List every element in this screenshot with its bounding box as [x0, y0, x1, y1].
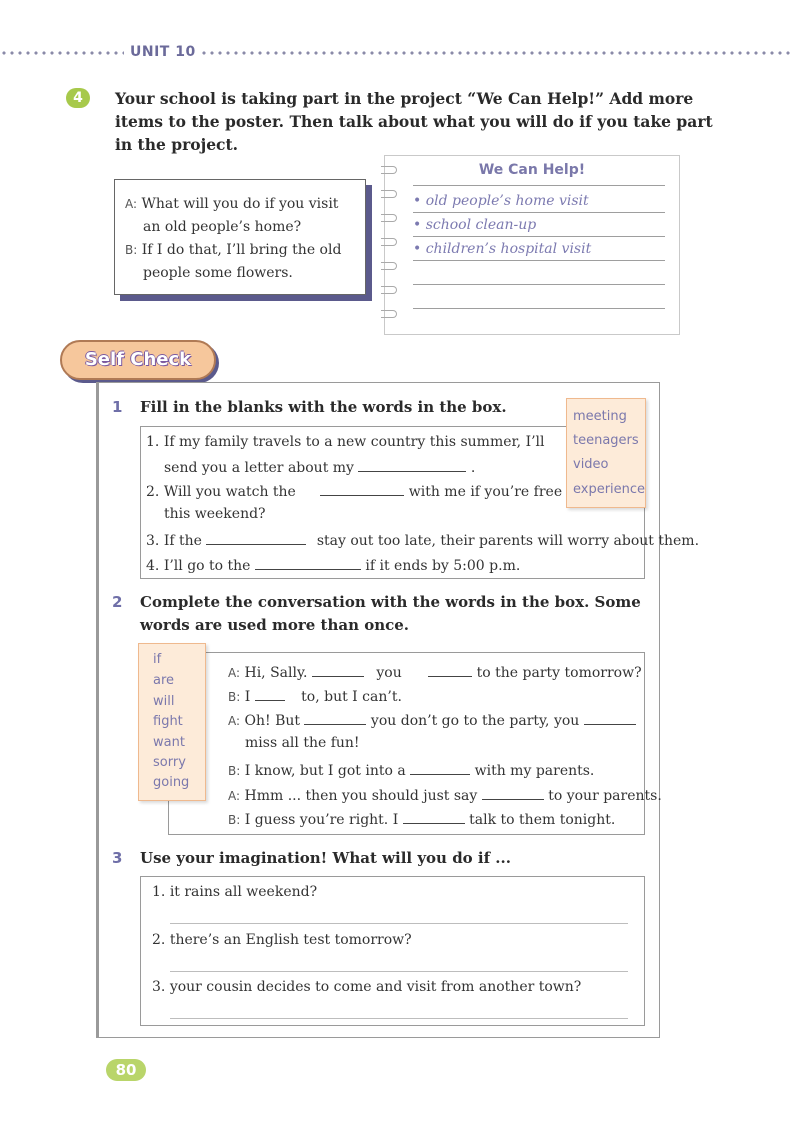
self-check-label — [60, 340, 216, 380]
speaker: A: — [228, 789, 241, 803]
word-box-item: meeting — [573, 409, 627, 424]
item-text: Will you watch the — [163, 484, 296, 500]
word-box-item: going — [153, 775, 190, 790]
word-box-item: if — [153, 652, 162, 667]
poster-rule — [413, 212, 665, 213]
item-text: If my family travels to a new country this summer, I’ll — [163, 434, 545, 450]
word-box-item: are — [153, 673, 175, 688]
word-box-item: sorry — [153, 755, 186, 770]
speaker-a: A: — [125, 197, 138, 211]
answer-blank[interactable] — [255, 687, 285, 701]
conversation-line-2 — [228, 687, 402, 705]
item-text: . — [470, 460, 476, 476]
item-text: I’ll go to the — [163, 558, 251, 574]
exercise-2-word-box — [138, 643, 206, 801]
line-text: to the party tomorrow? — [476, 665, 642, 681]
spiral-ring — [381, 262, 397, 270]
spiral-ring — [381, 190, 397, 198]
word-box-item: want — [153, 735, 185, 750]
item-text: If the — [163, 533, 202, 549]
word-box-item: will — [153, 694, 175, 709]
dialog-line-b1 — [125, 242, 341, 258]
dialog-text: If I do that, I’ll bring the old — [141, 242, 342, 258]
dialog-line-a1 — [125, 196, 338, 212]
answer-line[interactable] — [170, 923, 628, 924]
exercise-2-title-line2: words are used more than once. — [140, 616, 410, 634]
exercise-1-number: 1 — [112, 398, 123, 416]
spiral-ring — [381, 286, 397, 294]
item-text: there’s an English test tomorrow? — [169, 932, 412, 948]
page-number: 80 — [106, 1059, 146, 1081]
ex1-item-2-line2: this weekend? — [164, 506, 266, 522]
dialog-line-b2: people some flowers. — [143, 265, 293, 281]
speaker: B: — [228, 764, 241, 778]
spiral-ring — [381, 214, 397, 222]
word-box-item: experience — [573, 482, 646, 497]
answer-blank[interactable] — [320, 482, 404, 496]
ex1-item-2-line1 — [146, 482, 562, 500]
line-text: you don’t go to the party, you — [370, 713, 580, 729]
answer-blank[interactable] — [584, 711, 636, 725]
conversation-line-5 — [228, 761, 594, 779]
unit-title: UNIT 10 — [130, 44, 196, 60]
answer-blank[interactable] — [312, 663, 364, 677]
dialog-box — [114, 179, 366, 295]
item-text: with me if you’re free — [408, 484, 563, 500]
answer-blank[interactable] — [358, 458, 466, 472]
item-text: stay out too late, their parents will worry about them. — [316, 533, 700, 549]
conversation-line-1 — [228, 663, 642, 681]
poster-blank-line[interactable] — [413, 284, 665, 285]
answer-blank[interactable] — [304, 711, 366, 725]
poster-item: • old people’s home visit — [413, 193, 589, 209]
line-text: you — [376, 665, 402, 681]
conversation-line-3 — [228, 711, 636, 729]
spiral-ring — [381, 310, 397, 318]
self-check-text: Self Check — [84, 349, 192, 370]
poster-item: • school clean-up — [413, 217, 537, 233]
item-number: 1. — [152, 884, 166, 900]
item-number: 1. — [146, 434, 160, 450]
conversation-line-6 — [228, 786, 662, 804]
speaker-b: B: — [125, 243, 138, 257]
speaker: A: — [228, 666, 241, 680]
answer-blank[interactable] — [255, 556, 361, 570]
exercise-1-word-box — [566, 398, 646, 508]
word-box-item: fight — [153, 714, 183, 729]
answer-blank[interactable] — [403, 810, 465, 824]
line-text: Hi, Sally. — [244, 665, 308, 681]
header-dots-right — [200, 49, 792, 57]
line-text: to your parents. — [548, 788, 662, 804]
answer-blank[interactable] — [428, 663, 472, 677]
item-number: 2. — [152, 932, 166, 948]
word-box-item: video — [573, 457, 609, 472]
line-text: Hmm ... then you should just say — [244, 788, 478, 804]
ex3-question-2 — [152, 932, 412, 948]
answer-line[interactable] — [170, 971, 628, 972]
item-text: if it ends by 5:00 p.m. — [365, 558, 521, 574]
item-text: send you a letter about my — [164, 460, 354, 476]
exercise-2-number: 2 — [112, 593, 123, 611]
activity-4-number: 4 — [66, 88, 90, 108]
line-text: with my parents. — [474, 763, 595, 779]
poster-rule — [413, 236, 665, 237]
speaker: B: — [228, 813, 241, 827]
line-text: Oh! But — [244, 713, 301, 729]
exercise-3-title: Use your imagination! What will you do if ... — [140, 849, 511, 867]
line-text: talk to them tonight. — [469, 812, 616, 828]
speaker: B: — [228, 690, 241, 704]
answer-line[interactable] — [170, 1018, 628, 1019]
poster-item: • children’s hospital visit — [413, 241, 592, 257]
line-text: I guess you’re right. I — [244, 812, 399, 828]
line-text: to, but I can’t. — [301, 689, 402, 705]
ex3-question-1 — [152, 884, 317, 900]
line-text: I know, but I got into a — [244, 763, 406, 779]
exercise-2-title-line1: Complete the conversation with the words in the box. Some — [140, 593, 641, 611]
item-number: 4. — [146, 558, 160, 574]
dialog-line-a2: an old people’s home? — [143, 219, 302, 235]
word-box-item: teenagers — [573, 433, 639, 448]
ex3-question-3 — [152, 979, 581, 995]
poster-blank-line[interactable] — [413, 308, 665, 309]
item-number: 2. — [146, 484, 160, 500]
item-text: it rains all weekend? — [169, 884, 318, 900]
conversation-line-4: miss all the fun! — [245, 735, 360, 751]
poster-rule — [413, 185, 665, 186]
conversation-line-7 — [228, 810, 615, 828]
dialog-text: What will you do if you visit — [141, 196, 339, 212]
poster-rule[interactable] — [413, 260, 665, 261]
exercise-1-title: Fill in the blanks with the words in the box. — [140, 398, 507, 416]
item-number: 3. — [152, 979, 166, 995]
poster-title: We Can Help! — [478, 162, 586, 178]
answer-blank[interactable] — [482, 786, 544, 800]
ex1-item-3 — [146, 531, 699, 549]
speaker: A: — [228, 714, 241, 728]
ex1-item-1-line1 — [146, 434, 545, 450]
ex1-item-4 — [146, 556, 520, 574]
ex1-item-1-line2 — [164, 458, 475, 476]
header-dots-left — [0, 49, 124, 57]
item-text: your cousin decides to come and visit from another town? — [169, 979, 582, 995]
we-can-help-poster — [384, 155, 680, 335]
item-number: 3. — [146, 533, 160, 549]
answer-blank[interactable] — [206, 531, 306, 545]
line-text: I — [244, 689, 251, 705]
activity-4-instruction: Your school is taking part in the project “We Can Help!” Add more items to the poster. Then talk about what you will do if you take part in the project. — [115, 89, 713, 154]
exercise-3-number: 3 — [112, 849, 123, 867]
spiral-ring — [381, 238, 397, 246]
answer-blank[interactable] — [410, 761, 470, 775]
